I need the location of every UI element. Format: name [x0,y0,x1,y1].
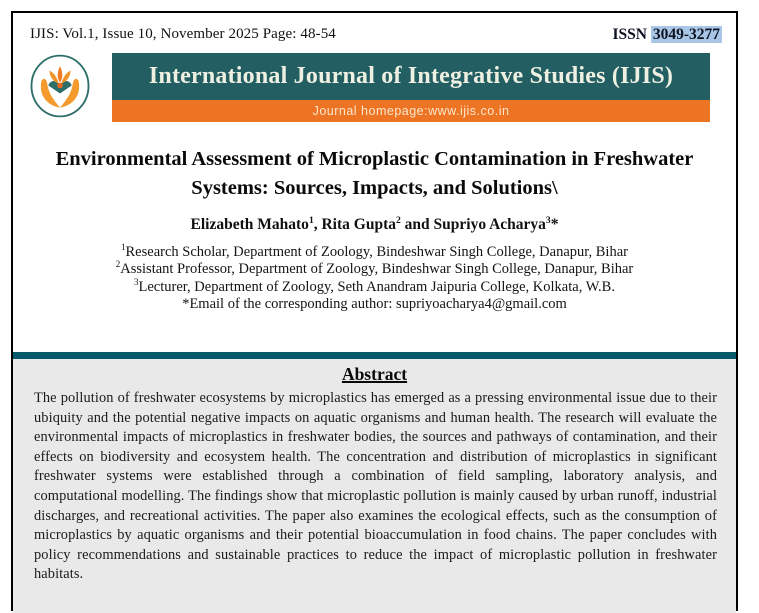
author-2: Rita Gupta [321,216,396,233]
journal-homepage-bar: Journal homepage:www.ijis.co.in [112,100,710,122]
lotus-in-hands-logo-icon [29,53,91,119]
authors-line [13,216,736,234]
affiliation-2-sup: 2 [115,259,121,270]
affiliation-1-sup: 1 [121,242,126,253]
author-sep-1: , [313,216,322,233]
abstract-text: The pollution of freshwater ecosystems by microplastics has emerged as a pressing environmental issue due to their ubiquity and the potential negative impacts on aquatic organisms and human health. The research will evaluate the environmental impacts of microplastics in freshwater bodies, the sources and pathways of contamination, and their effects on biodiversity and ecosystem health. The concentration and distribution of microplastics in significant freshwater systems were established through a combination of field sampling, laboratory analysis, and computational modelling. The findings show that microplastic pollution is mainly caused by urban runoff, industrial discharges, and recreational activities. The paper also examines the ecological effects, such as the consumption of microplastics by aquatic organisms and their potential bioaccumulation in food chains. The paper concludes with policy recommendations and sustainable practices to reduce the impact of microplastic pollution in freshwater habitats. [34,390,717,583]
affiliation-3 [13,276,736,296]
author-3-sup: 3 [545,214,551,226]
abstract-section [13,352,736,613]
banner-bars [112,53,710,122]
author-sep-2: and [400,216,434,233]
author-1-sup: 1 [308,214,314,226]
author-1: Elizabeth Mahato [190,216,309,233]
affiliation-2-text: Assistant Professor, Department of Zoology, Bindeshwar Singh College, Danapur, Bihar [120,261,634,278]
issn-label: ISSN [612,26,651,43]
affiliation-3-text: Lecturer, Department of Zoology, Seth Anandram Jaipuria College, Kolkata, W.B. [138,278,615,295]
affiliation-3-sup: 3 [134,276,139,287]
issn-line [612,26,722,44]
journal-banner [13,53,736,122]
journal-title-bar: International Journal of Integrative Studies (IJIS) [112,53,710,100]
journal-logo-icon [29,53,91,119]
affiliation-2 [13,261,736,278]
affiliations [13,244,736,313]
author-3: Supriyo Acharya [433,216,546,233]
issn-number-highlight: 3049-3277 [652,26,720,43]
page-frame [11,11,738,611]
corresponding-email-line [13,296,736,313]
page-header [13,13,736,44]
issue-info: IJIS: Vol.1, Issue 10, November 2025 Page: 48-54 [30,26,336,42]
corresponding-author-marker: * [550,216,559,233]
abstract-heading: Abstract [341,364,408,384]
affiliation-1 [13,244,736,261]
email-line-text: *Email of the corresponding author: supriyoacharya4@gmail.com [182,295,567,312]
article-title: Environmental Assessment of Microplastic Contamination in Freshwater Systems: Sources, Impacts, and Solutions\ [55,148,694,199]
affiliation-1-text: Research Scholar, Department of Zoology, Bindeshwar Singh College, Danapur, Bihar [125,244,628,260]
author-2-sup: 2 [395,214,401,226]
